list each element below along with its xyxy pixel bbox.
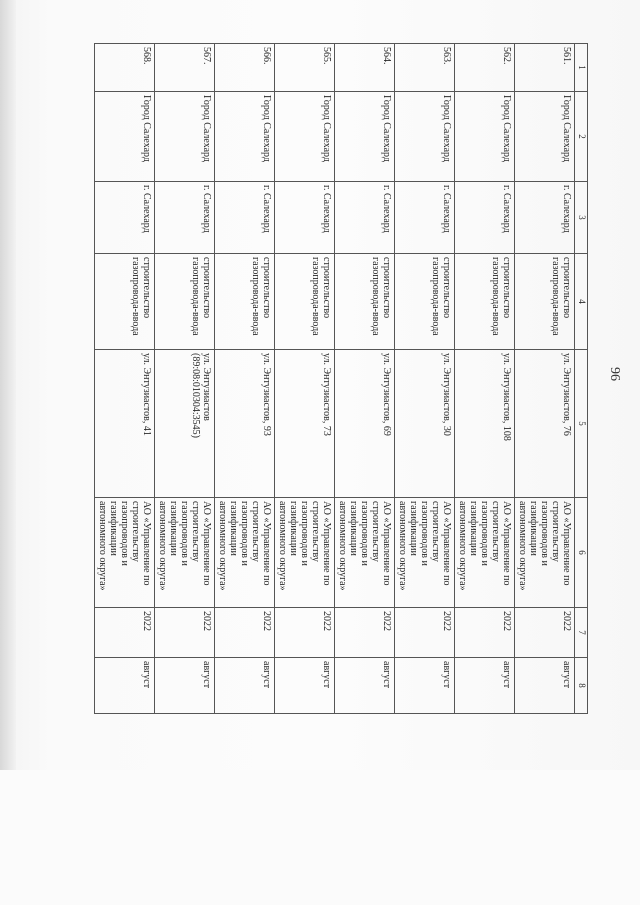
locality-cell: г. Салехард — [515, 182, 575, 254]
municipality-cell: Город Салехард — [395, 92, 455, 182]
table-row — [95, 44, 155, 714]
organization-cell: АО «Управление по строительству газопроводов и газификации автономного округа» — [335, 498, 395, 608]
row-number: 565. — [275, 44, 335, 92]
locality-cell: г. Салехард — [95, 182, 155, 254]
work-type-cell: строительство газопровода-ввода — [455, 254, 515, 350]
table-row — [275, 44, 335, 714]
organization-cell: АО «Управление по строительству газопроводов и газификации автономного округа» — [155, 498, 215, 608]
municipality-cell: Город Салехард — [455, 92, 515, 182]
locality-cell: г. Салехард — [395, 182, 455, 254]
municipality-cell: Город Салехард — [515, 92, 575, 182]
month-cell: август — [515, 658, 575, 714]
month-cell: август — [455, 658, 515, 714]
locality-cell: г. Салехард — [455, 182, 515, 254]
municipality-cell: Город Салехард — [215, 92, 275, 182]
col-header: 3 — [575, 182, 588, 254]
scan-edge-shadow — [0, 0, 16, 770]
year-cell: 2022 — [455, 608, 515, 658]
month-cell: август — [95, 658, 155, 714]
month-cell: август — [155, 658, 215, 714]
page-number: 96 — [607, 367, 622, 381]
year-cell: 2022 — [515, 608, 575, 658]
row-number: 566. — [215, 44, 275, 92]
municipality-cell: Город Салехард — [275, 92, 335, 182]
table-row — [335, 44, 395, 714]
col-header: 1 — [575, 44, 588, 92]
address-cell: ул. Энтузиастов, 30 — [395, 350, 455, 498]
year-cell: 2022 — [395, 608, 455, 658]
month-cell: август — [275, 658, 335, 714]
address-cell: ул. Энтузиастов (89:08:010304:3545) — [155, 350, 215, 498]
col-header: 7 — [575, 608, 588, 658]
month-cell: август — [335, 658, 395, 714]
rotated-table-page — [97, 43, 588, 713]
table-row — [395, 44, 455, 714]
work-type-cell: строительство газопровода-ввода — [215, 254, 275, 350]
row-number: 562. — [455, 44, 515, 92]
col-header: 6 — [575, 498, 588, 608]
work-type-cell: строительство газопровода-ввода — [335, 254, 395, 350]
work-type-cell: строительство газопровода-ввода — [275, 254, 335, 350]
locality-cell: г. Салехард — [215, 182, 275, 254]
address-cell: ул. Энтузиастов, 41 — [95, 350, 155, 498]
schedule-table — [94, 43, 588, 714]
address-cell: ул. Энтузиастов, 73 — [275, 350, 335, 498]
column-number-row — [575, 44, 588, 714]
municipality-cell: Город Салехард — [335, 92, 395, 182]
row-number: 568. — [95, 44, 155, 92]
organization-cell: АО «Управление по строительству газопроводов и газификации автономного округа» — [95, 498, 155, 608]
col-header: 4 — [575, 254, 588, 350]
row-number: 564. — [335, 44, 395, 92]
year-cell: 2022 — [275, 608, 335, 658]
table-row — [215, 44, 275, 714]
organization-cell: АО «Управление по строительству газопроводов и газификации автономного округа» — [215, 498, 275, 608]
row-number: 567. — [155, 44, 215, 92]
municipality-cell: Город Салехард — [95, 92, 155, 182]
year-cell: 2022 — [155, 608, 215, 658]
table-row — [155, 44, 215, 714]
row-number: 561. — [515, 44, 575, 92]
month-cell: август — [395, 658, 455, 714]
work-type-cell: строительство газопровода-ввода — [515, 254, 575, 350]
locality-cell: г. Салехард — [335, 182, 395, 254]
work-type-cell: строительство газопровода-ввода — [395, 254, 455, 350]
row-number: 563. — [395, 44, 455, 92]
col-header: 8 — [575, 658, 588, 714]
address-cell: ул. Энтузиастов, 93 — [215, 350, 275, 498]
year-cell: 2022 — [95, 608, 155, 658]
work-type-cell: строительство газопровода-ввода — [95, 254, 155, 350]
municipality-cell: Город Салехард — [155, 92, 215, 182]
organization-cell: АО «Управление по строительству газопроводов и газификации автономного округа» — [455, 498, 515, 608]
address-cell: ул. Энтузиастов, 69 — [335, 350, 395, 498]
address-cell: ул. Энтузиастов, 108 — [455, 350, 515, 498]
organization-cell: АО «Управление по строительству газопроводов и газификации автономного округа» — [395, 498, 455, 608]
month-cell: август — [215, 658, 275, 714]
table-row — [455, 44, 515, 714]
year-cell: 2022 — [215, 608, 275, 658]
table-row — [515, 44, 575, 714]
col-header: 2 — [575, 92, 588, 182]
locality-cell: г. Салехард — [275, 182, 335, 254]
locality-cell: г. Салехард — [155, 182, 215, 254]
organization-cell: АО «Управление по строительству газопроводов и газификации автономного округа» — [275, 498, 335, 608]
col-header: 5 — [575, 350, 588, 498]
year-cell: 2022 — [335, 608, 395, 658]
organization-cell: АО «Управление по строительству газопроводов и газификации автономного округа» — [515, 498, 575, 608]
work-type-cell: строительство газопровода-ввода — [155, 254, 215, 350]
address-cell: ул. Энтузиастов, 76 — [515, 350, 575, 498]
